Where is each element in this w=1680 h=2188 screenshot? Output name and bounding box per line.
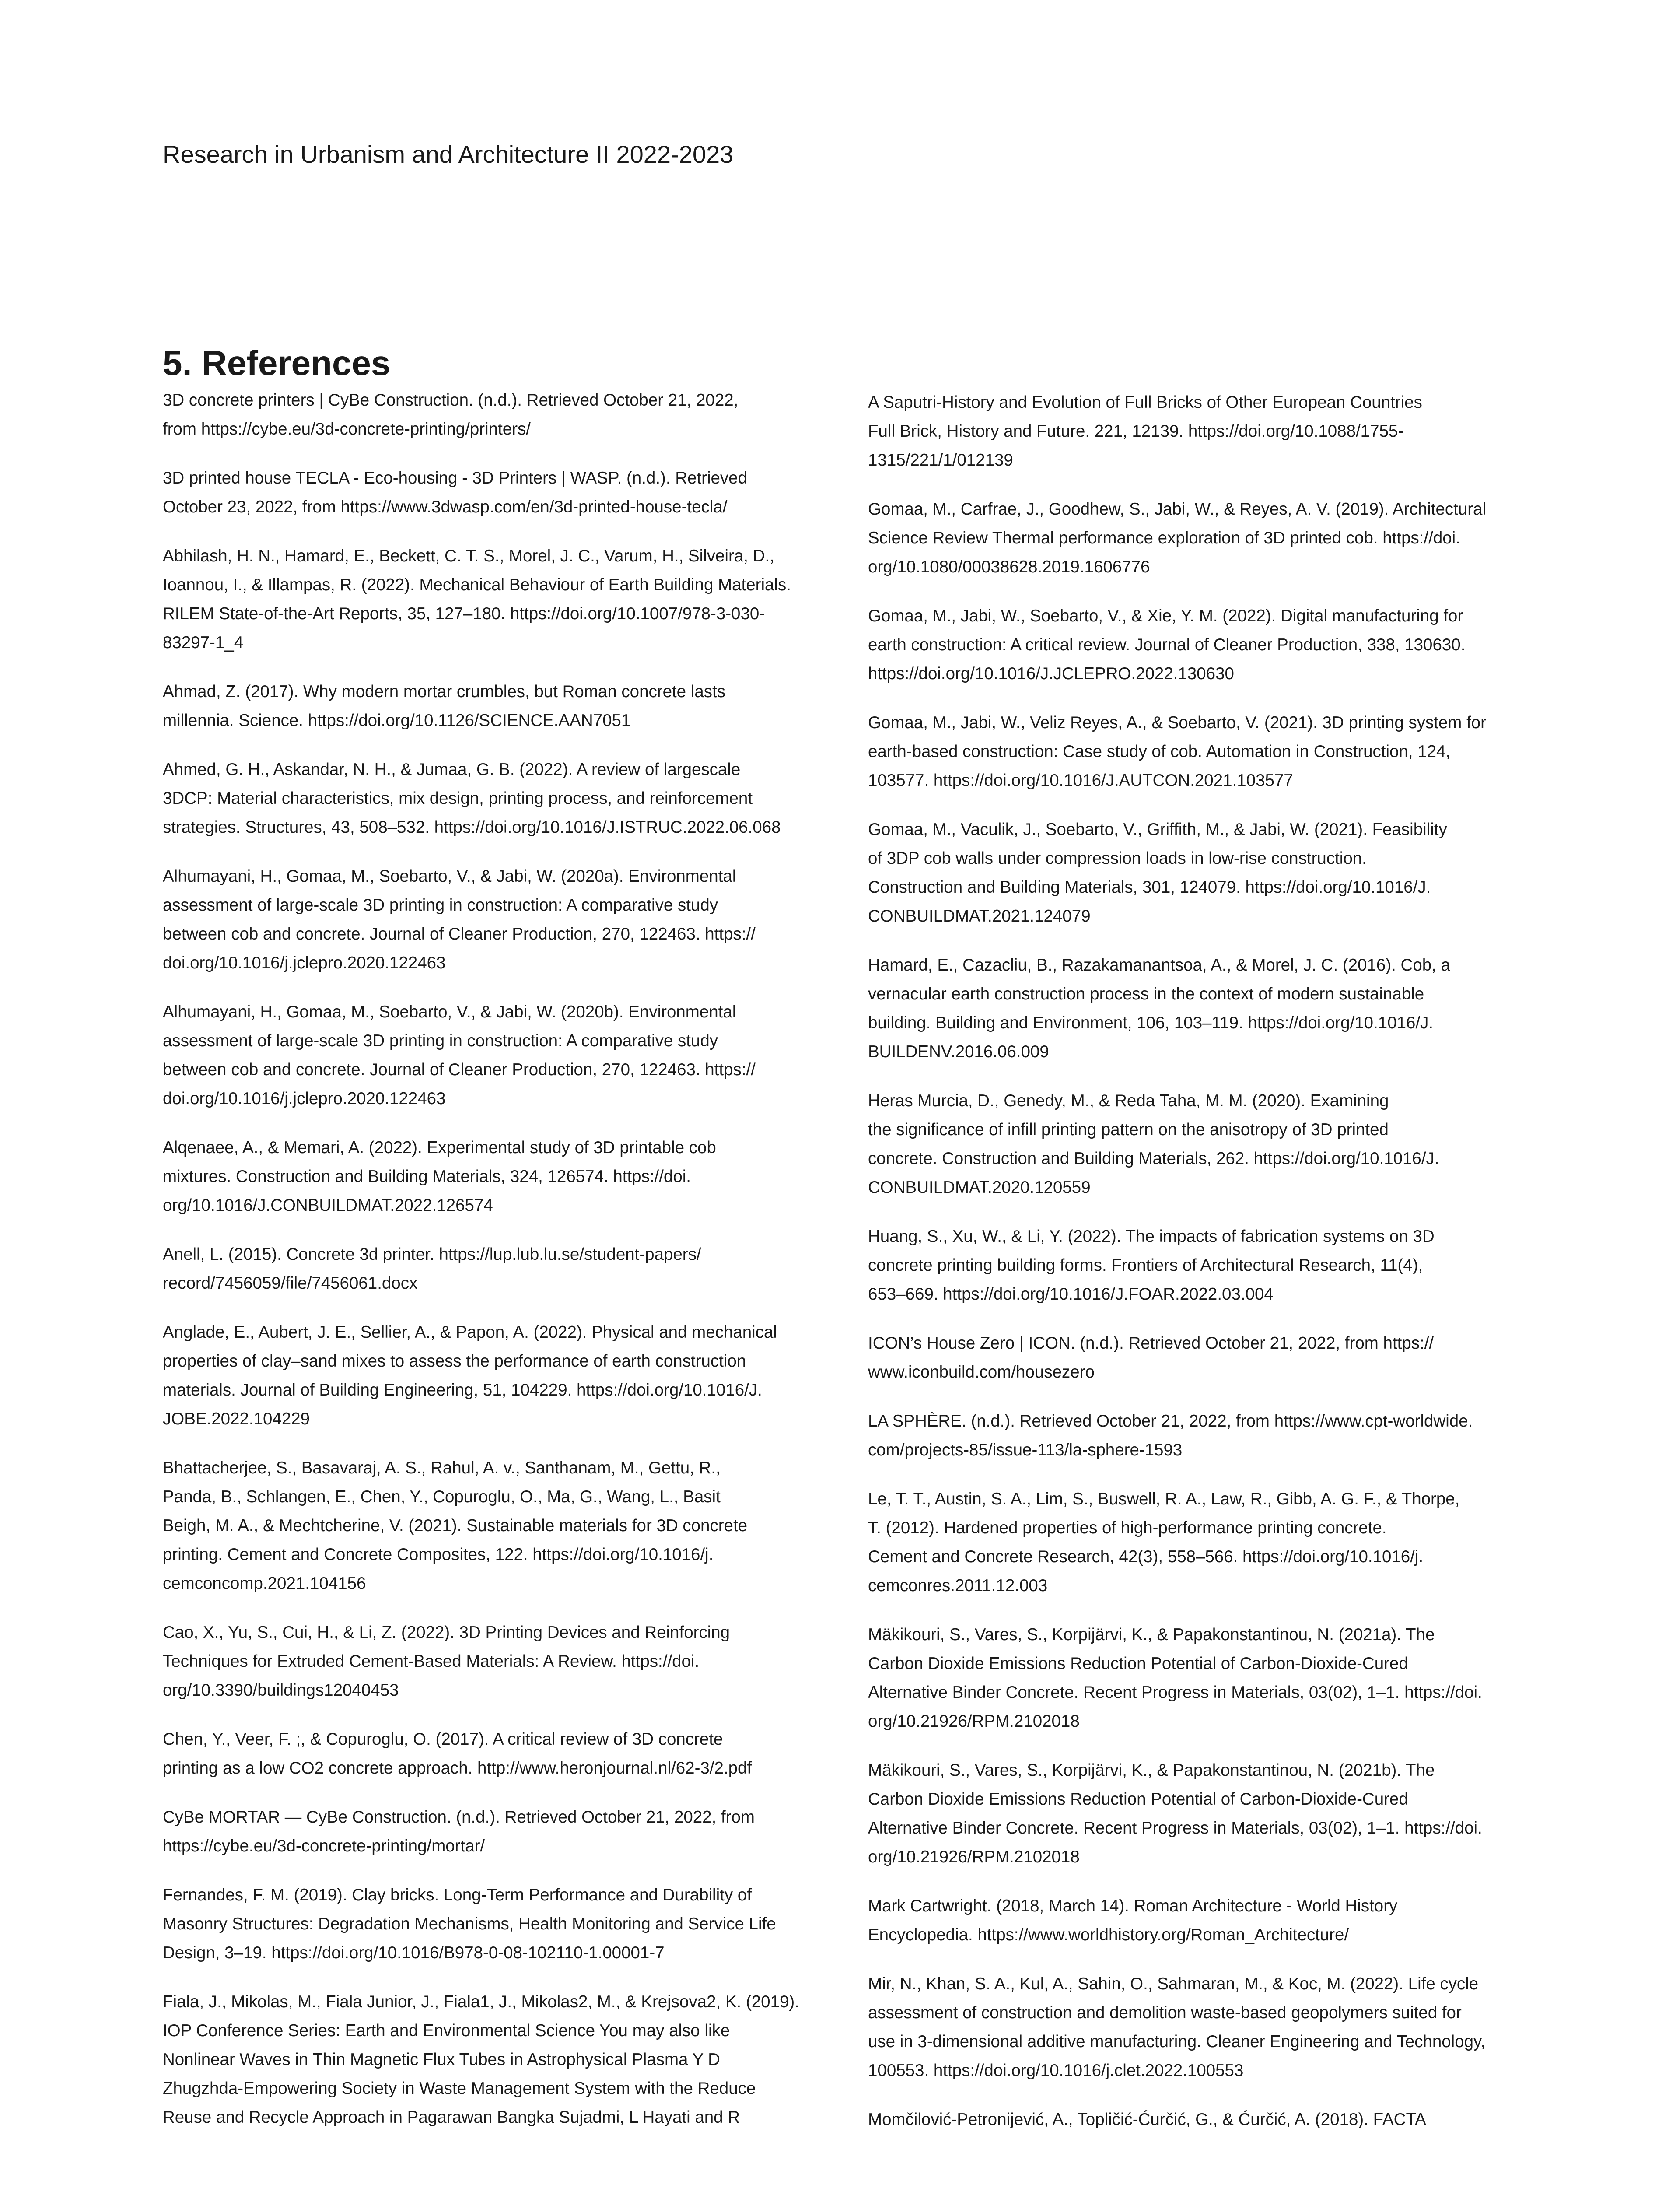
reference-entry: Anglade, E., Aubert, J. E., Sellier, A., & Papon, A. (2022). Physical and mechanical properties of clay–sand mixes to assess the performance of earth construction materials. Journal of Building Engineering, 51, 104229. https://doi.org/10.1016/J. JOBE.2022.104229 <box>163 1323 777 1428</box>
reference-entry: Alhumayani, H., Gomaa, M., Soebarto, V., & Jabi, W. (2020b). Environmental assessment of large-scale 3D printing in construction: A comparative study between cob and concrete. Journal of Cleaner Production, 270, 122463. https:// doi.org/10.1016/j.jclepro.2020.122463 <box>163 1003 756 1108</box>
running-header: Research in Urbanism and Architecture II 2022-2023 <box>163 140 734 168</box>
reference-entry: Momčilović-Petronijević, A., Topličić-Ćurčić, G., & Ćurčić, A. (2018). FACTA <box>868 2110 1426 2129</box>
section-title: 5. References <box>163 344 391 382</box>
reference-entry: Gomaa, M., Vaculik, J., Soebarto, V., Griffith, M., & Jabi, W. (2021). Feasibility of 3DP cob walls under compression loads in low-rise construction. Construction and Building Materials, 301, 124079. https://doi.org/10.1016/J. CONBUILDMAT.2021.124079 <box>868 820 1447 926</box>
reference-entry: Mäkikouri, S., Vares, S., Korpijärvi, K., & Papakonstantinou, N. (2021b). The Carbon Dioxide Emissions Reduction Potential of Carbon-Dioxide-Cured Alternative Binder Concrete. Recent Progress in Materials, 03(02), 1–1. https://doi. org/10.21926/RPM.2102018 <box>868 1761 1482 1866</box>
reference-entry: Fiala, J., Mikolas, M., Fiala Junior, J., Fiala1, J., Mikolas2, M., & Krejsova2, K. (2019). IOP Conference Series: Earth and Environmental Science You may also like Nonlinear Waves in Thin Magnetic Flux Tubes in Astrophysical Plasma Y D Zhugzhda-Empowering Society in Waste Management System with the Reduce Reuse and Recycle Approach in Pagarawan Bangka Sujadmi, L Hayati and R <box>163 1992 799 2127</box>
reference-entry: Fernandes, F. M. (2019). Clay bricks. Long-Term Performance and Durability of Masonry Structures: Degradation Mechanisms, Health Monitoring and Service Life Design, 3–19. https://doi.org/10.1016/B978-0-08-102110-1.00001-7 <box>163 1886 776 1962</box>
reference-entry: Alqenaee, A., & Memari, A. (2022). Experimental study of 3D printable cob mixtures. Construction and Building Materials, 324, 126574. https://doi. org/10.1016/J.CONBUILDMAT.2022.126574 <box>163 1138 716 1215</box>
reference-entry: Ahmed, G. H., Askandar, N. H., & Jumaa, G. B. (2022). A review of largescale 3DCP: Material characteristics, mix design, printing process, and reinforcement strategies. Structures, 43, 508–532. https://doi.org/10.1016/J.ISTRUC.2022.06.068 <box>163 760 781 837</box>
reference-entry: A Saputri-History and Evolution of Full Bricks of Other European Countries Full Brick, History and Future. 221, 12139. https://doi.org/10.1088/1755- 1315/221/1/012139 <box>868 393 1422 470</box>
reference-entry: 3D printed house TECLA - Eco-housing - 3D Printers | WASP. (n.d.). Retrieved October 23, 2022, from https://www.3dwasp.com/en/3d-printed-house-tecla/ <box>163 469 747 516</box>
reference-entry: CyBe MORTAR — CyBe Construction. (n.d.). Retrieved October 21, 2022, from https://cybe.eu/3d-concrete-printing/mortar/ <box>163 1808 755 1855</box>
reference-entry: Abhilash, H. N., Hamard, E., Beckett, C. T. S., Morel, J. C., Varum, H., Silveira, D., Ioannou, I., & Illampas, R. (2022). Mechanical Behaviour of Earth Building Materials. RILEM State-of-the-Art Reports, 35, 127–180. https://doi.org/10.1007/978-3-030- 83297-1_4 <box>163 547 791 652</box>
reference-entry: Alhumayani, H., Gomaa, M., Soebarto, V., & Jabi, W. (2020a). Environmental assessment of large-scale 3D printing in construction: A comparative study between cob and concrete. Journal of Cleaner Production, 270, 122463. https:// doi.org/10.1016/j.jclepro.2020.122463 <box>163 867 756 972</box>
reference-entry: Mäkikouri, S., Vares, S., Korpijärvi, K., & Papakonstantinou, N. (2021a). The Carbon Dioxide Emissions Reduction Potential of Carbon-Dioxide-Cured Alternative Binder Concrete. Recent Progress in Materials, 03(02), 1–1. https://doi. org/10.21926/RPM.2102018 <box>868 1625 1482 1731</box>
reference-entry: Hamard, E., Cazacliu, B., Razakamanantsoa, A., & Morel, J. C. (2016). Cob, a vernacular earth construction process in the context of modern sustainable building. Building and Environment, 106, 103–119. https://doi.org/10.1016/J. BUILDENV.2016.06.009 <box>868 956 1450 1061</box>
reference-entry: 3D concrete printers | CyBe Construction. (n.d.). Retrieved October 21, 2022, from https://cybe.eu/3d-concrete-printing/printers/ <box>163 391 738 438</box>
reference-entry: Gomaa, M., Carfrae, J., Goodhew, S., Jabi, W., & Reyes, A. V. (2019). Architectural Science Review Thermal performance exploration of 3D printed cob. https://doi. org/10.1080/00038628.2019.1606776 <box>868 500 1486 576</box>
references-column-left <box>163 386 810 2152</box>
reference-entry: LA SPHÈRE. (n.d.). Retrieved October 21, 2022, from https://www.cpt-worldwide. com/projects-85/issue-113/la-sphere-1593 <box>868 1412 1473 1459</box>
reference-entry: Gomaa, M., Jabi, W., Soebarto, V., & Xie, Y. M. (2022). Digital manufacturing for earth construction: A critical review. Journal of Cleaner Production, 338, 130630. https://doi.org/10.1016/J.JCLEPRO.2022.130630 <box>868 607 1466 683</box>
references-column-right <box>868 386 1516 2154</box>
reference-entry: ICON’s House Zero | ICON. (n.d.). Retrieved October 21, 2022, from https:// www.iconbuild.com/housezero <box>868 1334 1434 1382</box>
reference-entry: Cao, X., Yu, S., Cui, H., & Li, Z. (2022). 3D Printing Devices and Reinforcing Techniques for Extruded Cement-Based Materials: A Review. https://doi. org/10.3390/buildings12040453 <box>163 1623 730 1700</box>
reference-entry: Mir, N., Khan, S. A., Kul, A., Sahin, O., Sahmaran, M., & Koc, M. (2022). Life cycle assessment of construction and demolition waste-based geopolymers suited for use in 3-dimensional additive manufacturing. Cleaner Engineering and Technology, 100553. https://doi.org/10.1016/j.clet.2022.100553 <box>868 1974 1486 2080</box>
reference-entry: Bhattacherjee, S., Basavaraj, A. S., Rahul, A. v., Santhanam, M., Gettu, R., Panda, B., Schlangen, E., Chen, Y., Copuroglu, O., Ma, G., Wang, L., Basit Beigh, M. A., & Mechtcherine, V. (2021). Sustainable materials for 3D concrete printing. Cement and Concrete Composites, 122. https://doi.org/10.1016/j. cemconcomp.2021.104156 <box>163 1459 748 1593</box>
reference-entry: Le, T. T., Austin, S. A., Lim, S., Buswell, R. A., Law, R., Gibb, A. G. F., & Thorpe, T. (2012). Hardened properties of high-performance printing concrete. Cement and Concrete Research, 42(3), 558–566. https://doi.org/10.1016/j. cemconres.2011.12.003 <box>868 1490 1460 1595</box>
reference-entry: Chen, Y., Veer, F. ;, & Copuroglu, O. (2017). A critical review of 3D concrete printing as a low CO2 concrete approach. http://www.heronjournal.nl/62-3/2.pdf <box>163 1730 752 1778</box>
reference-entry: Heras Murcia, D., Genedy, M., & Reda Taha, M. M. (2020). Examining the significance of infill printing pattern on the anisotropy of 3D printed concrete. Construction and Building Materials, 262. https://doi.org/10.1016/J. CONBUILDMAT.2020.120559 <box>868 1091 1439 1197</box>
reference-entry: Anell, L. (2015). Concrete 3d printer. https://lup.lub.lu.se/student-papers/ record/7456059/file/7456061.docx <box>163 1245 701 1293</box>
reference-entry: Gomaa, M., Jabi, W., Veliz Reyes, A., & Soebarto, V. (2021). 3D printing system for earth-based construction: Case study of cob. Automation in Construction, 124, 103577. https://doi.org/10.1016/J.AUTCON.2021.103577 <box>868 713 1486 790</box>
reference-entry: Huang, S., Xu, W., & Li, Y. (2022). The impacts of fabrication systems on 3D concrete printing building forms. Frontiers of Architectural Research, 11(4), 653–669. https://doi.org/10.1016/J.FOAR.2022.03.004 <box>868 1227 1435 1304</box>
reference-entry: Mark Cartwright. (2018, March 14). Roman Architecture - World History Encyclopedia. https://www.worldhistory.org/Roman_Architecture/ <box>868 1897 1398 1944</box>
reference-entry: Ahmad, Z. (2017). Why modern mortar crumbles, but Roman concrete lasts millennia. Science. https://doi.org/10.1126/SCIENCE.AAN7051 <box>163 682 725 730</box>
